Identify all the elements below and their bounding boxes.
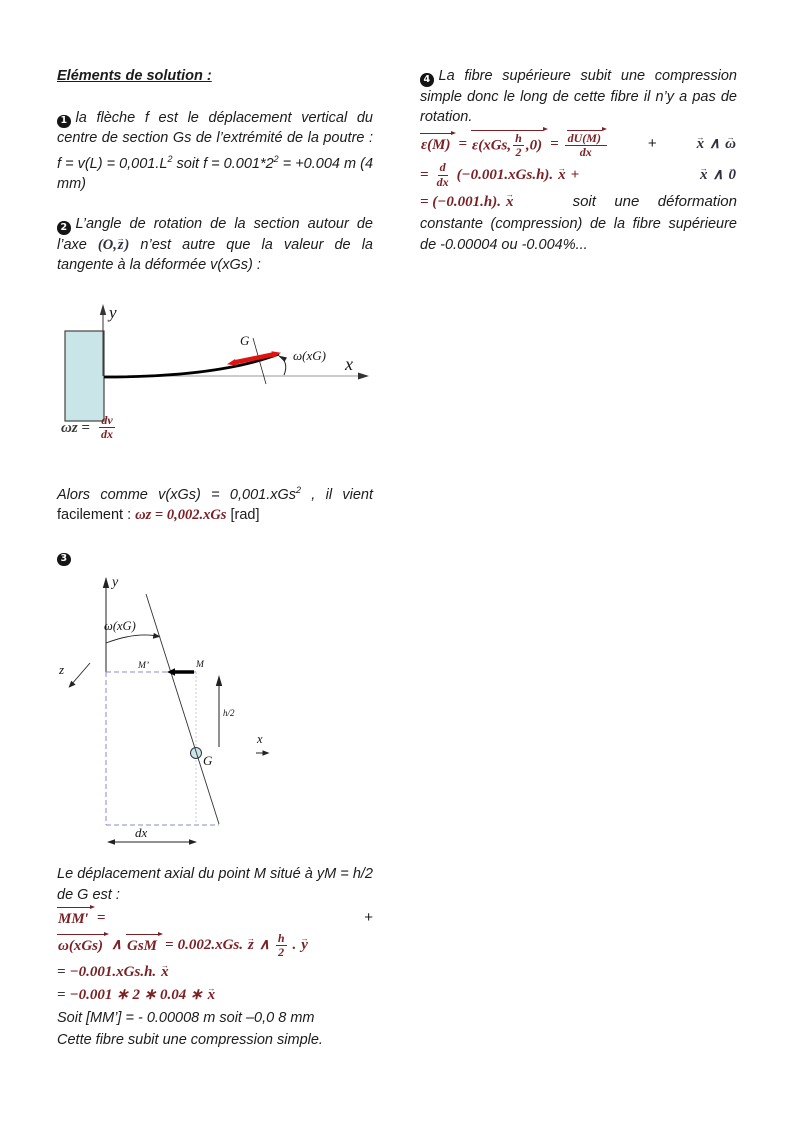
h-over-2-fraction: $\frac{h}{2}$ xyxy=(515,130,522,159)
paragraph-1: 1 la flèche f est le déplacement vertical du centre de section Gs de l’extrémité de la poutre : $f = v(L) = 0,001.L^2$ soit $f = 0.001*2^2 = +0.004$ m (4 mm) xyxy=(57,109,374,192)
fig2-h2-label: h/2 xyxy=(223,708,235,719)
rotation-angle-arc xyxy=(106,635,157,643)
dx-left-arrowhead-icon xyxy=(107,839,115,845)
mm-prime-vector: MM′ xyxy=(57,907,93,930)
superscript: 2 xyxy=(296,484,302,495)
fig1-y-label: y xyxy=(109,302,117,322)
paragraph-2: 2 L’angle de rotation de la section autour de l’axe (O,z →) n’est autre que la valeur de la tangente à la déformée v(xGs) : xyxy=(57,214,373,276)
equation-epsilon-line-1: ε(M) = ε(xGs, $\frac{h}{2}$ ,0) = $\frac{dU(M)}{dx}$ + x → ∧ ω → xyxy=(420,130,737,160)
inline-text-soit: soit une déformation xyxy=(572,192,737,210)
gsm-vector: GsM xyxy=(126,934,161,957)
equation-omega-z xyxy=(61,414,117,442)
fig1-omega-label: ω(xG) xyxy=(293,347,326,363)
fig2-g-label: G xyxy=(203,753,213,769)
omega-xgs-vector: ω(xGs) xyxy=(57,934,107,957)
equation-mm-line-b: ω(xGs) ∧ GsM = 0.002.xGs. z → ∧ $\frac{h}{2}$ . y → xyxy=(57,932,373,960)
z-vector: z → xyxy=(247,935,255,956)
equation-epsilon-line-3: = (−0.001.h). x → soit une déformation xyxy=(420,191,737,212)
paragraph-alors: Alors comme v(xGs) = 0,001.xGs$^2$ , il vient facilement : ωz = 0,002.xGs [rad] xyxy=(57,484,374,524)
paragraph-intro-mm: Le déplacement axial du point M situé à yM = h/2 de G est : xyxy=(57,866,373,903)
x-axis-arrowhead-icon xyxy=(263,750,270,755)
x-vector: x → xyxy=(696,134,706,155)
figure-section-rotation xyxy=(57,568,373,860)
left-column xyxy=(57,66,373,1053)
dv-dx-fraction: $\frac{dv}{dx}$ xyxy=(100,412,113,442)
wz-lhs: ωz = xyxy=(61,419,90,436)
paragraph-2-text: L’angle de rotation de la section autour de l’axe xyxy=(57,216,373,253)
paragraph-4-tail: constante (compression) de la fibre supérieure de -0.00004 ou -0.004%... xyxy=(420,216,737,253)
beam-figure-svg xyxy=(57,296,377,472)
du-dx-fraction: $\frac{dU(M)}{dx}$ xyxy=(565,130,607,160)
superscript: 2 xyxy=(273,153,279,164)
figure-beam-deflection xyxy=(57,296,373,472)
axis-oz-math: (O,z →) xyxy=(98,237,129,253)
h2-arrowhead-icon xyxy=(216,675,222,686)
y-axis-arrowhead-icon xyxy=(100,304,106,315)
omega-vector: ω → xyxy=(724,134,737,155)
section-marker-3-icon: 3 xyxy=(57,553,71,567)
plus-sign: + xyxy=(647,135,657,153)
x-vector: x → xyxy=(557,165,567,186)
paragraph-4 xyxy=(420,66,737,128)
x-axis-arrowhead-icon xyxy=(358,372,369,379)
du-vector: dU(M) xyxy=(567,130,605,145)
fig2-y-label: y xyxy=(112,575,119,591)
page-title: Eléments de solution : xyxy=(57,68,212,84)
y-axis-arrowhead-icon xyxy=(103,577,109,588)
d-dx-fraction: $\frac{d}{dx}$ xyxy=(436,160,449,189)
section-3-heading xyxy=(57,546,373,567)
superscript: 2 xyxy=(167,153,173,164)
epsilon-m-vector: ε(M) xyxy=(420,133,454,156)
fig1-x-label: x xyxy=(345,353,353,374)
fig2-x-label: x xyxy=(257,732,263,747)
zero-vector: 0 → xyxy=(728,165,738,186)
h-over-2-fraction: $\frac{h}{2}$ xyxy=(277,930,285,960)
x-wedge-omega: x → ∧ ω → xyxy=(696,134,737,155)
fig1-g-label: G xyxy=(240,332,250,348)
dx-right-arrowhead-icon xyxy=(189,839,197,845)
red-arrowhead-left-icon xyxy=(227,359,237,366)
paragraph-1-text: la flèche f est le déplacement vertical du centre de section Gs de l’extrémité de la poutre : f = v(L) = 0,001.L xyxy=(57,109,373,172)
section-marker-4-icon: 4 xyxy=(420,73,434,87)
right-column xyxy=(420,66,737,257)
fig2-m-label: M xyxy=(196,660,204,671)
y-vector: y → xyxy=(300,935,309,956)
equation-mm-line-a: MM′ = + xyxy=(57,907,373,930)
fig2-z-label: z xyxy=(59,662,65,678)
omega-z-result-math: ωz = 0,002.xGs xyxy=(135,507,227,524)
fig2-mprime-label: M’ xyxy=(138,661,150,672)
fig2-dx-label: dx xyxy=(135,825,148,841)
wall-support xyxy=(65,331,104,421)
equation-mm-line-d: = −0.001 ∗ 2 ∗ 0.04 ∗ x → xyxy=(57,985,373,1006)
angle-arrowhead-icon xyxy=(278,355,287,361)
epsilon-xgs-vector: ε(xGs, $\frac{h}{2}$ ,0) xyxy=(471,130,546,160)
x-wedge-zero: x → ∧ 0 → xyxy=(699,165,737,186)
rotated-section-line xyxy=(146,594,219,824)
x-vector: x → xyxy=(207,985,217,1006)
section-figure-svg xyxy=(57,568,287,860)
displacement-arrowhead-icon xyxy=(167,668,175,676)
paragraph-4-text: La fibre supérieure subit une compression simple donc le long de cette fibre il n’y a pas de rotation. xyxy=(420,68,737,125)
z-vector: z → xyxy=(117,235,125,256)
z-axis-arrowhead-icon xyxy=(69,681,76,688)
x-vector: x → xyxy=(699,165,709,186)
result-line-2: Cette fibre subit une compression simple. xyxy=(57,1032,323,1049)
equation-epsilon-line-2: = $\frac{d}{dx}$ (−0.001.xGs.h). x → + x → ∧ 0 → xyxy=(420,161,737,189)
section-marker-2-icon: 2 xyxy=(57,221,71,235)
fig2-omega-label: ω(xG) xyxy=(104,619,136,634)
z-axis xyxy=(71,663,90,685)
equation-mm-line-c: = −0.001.xGs.h. x → xyxy=(57,962,373,983)
x-vector: x → xyxy=(160,962,170,983)
x-vector: x → xyxy=(505,192,515,213)
section-marker-1-icon: 1 xyxy=(57,115,71,129)
wrap-plus: + xyxy=(364,909,373,927)
result-line-1: Soit [MM’] = - 0.00008 m soit –0,0 8 mm xyxy=(57,1009,315,1026)
